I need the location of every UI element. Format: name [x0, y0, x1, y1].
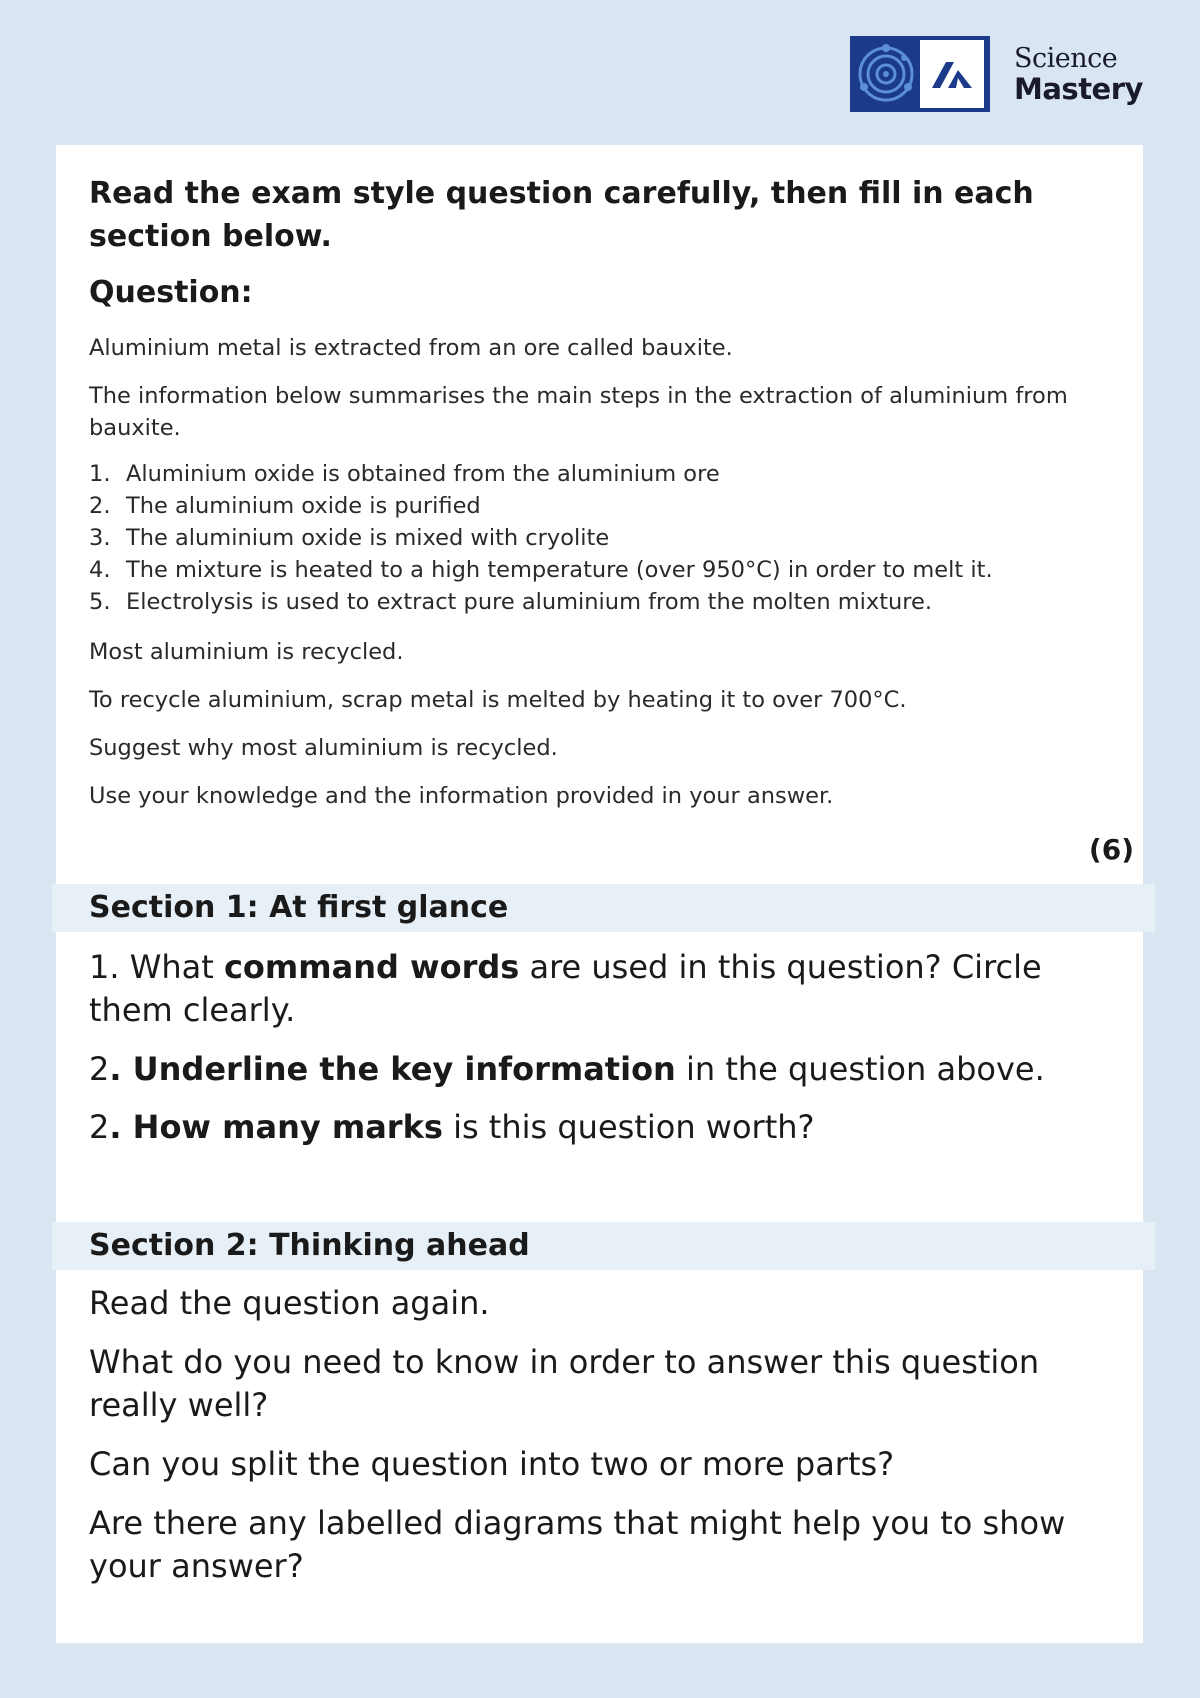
mountain-peak-icon: [920, 40, 984, 108]
logo-line-1: Science: [1014, 42, 1118, 74]
step-text: The aluminium oxide is mixed with cryolite: [126, 525, 610, 551]
need-to-know-prompt: What do you need to know in order to answer this question really well?: [89, 1343, 1040, 1424]
step-text: The aluminium oxide is purified: [126, 493, 481, 519]
list-item: [89, 458, 993, 490]
logo-badge: [850, 36, 990, 112]
section-1-header: [52, 884, 1155, 932]
logo-wordmark: [1014, 42, 1143, 106]
prompt-suffix: are used in this question? Circle them clearly.: [89, 948, 1042, 1029]
section-2-title: Section 2: Thinking ahead: [89, 1228, 530, 1263]
prompt-suffix: in the question above.: [675, 1050, 1045, 1088]
step-number: 2.: [89, 493, 111, 519]
read-again-prompt: Read the question again.: [89, 1284, 490, 1322]
atom-orbit-icon: [854, 40, 918, 108]
science-mastery-logo: [850, 36, 1143, 112]
prompt-prefix: 2: [89, 1050, 110, 1088]
instructions-heading: Read the exam style question carefully, then fill in each section below.: [89, 176, 1034, 254]
prompt-bold: . How many marks: [109, 1108, 443, 1146]
use-knowledge-instruction: Use your knowledge and the information provided in your answer.: [89, 783, 834, 809]
step-text: The mixture is heated to a high temperature (over 950°C) in order to melt it.: [126, 557, 993, 583]
prompt-bold: command words: [223, 948, 520, 986]
split-question-prompt: Can you split the question into two or more parts?: [89, 1445, 895, 1483]
diagrams-prompt: Are there any labelled diagrams that might help you to show your answer?: [89, 1504, 1066, 1585]
step-text: Aluminium oxide is obtained from the aluminium ore: [126, 461, 720, 487]
prompt-bold: . Underline the key information: [109, 1050, 676, 1088]
step-number: 1.: [89, 461, 111, 487]
step-text: Electrolysis is used to extract pure aluminium from the molten mixture.: [126, 589, 933, 615]
question-task: Suggest why most aluminium is recycled.: [89, 735, 558, 761]
recycled-statement: Most aluminium is recycled.: [89, 639, 404, 665]
key-information-prompt: [89, 1048, 1124, 1091]
list-item: [89, 554, 993, 586]
section-2-header: [52, 1222, 1155, 1270]
step-number: 5.: [89, 589, 111, 615]
command-words-prompt: [89, 946, 1124, 1032]
section-1-title: Section 1: At first glance: [89, 890, 509, 925]
question-intro: Aluminium metal is extracted from an ore called bauxite.: [89, 335, 733, 361]
prompt-prefix: 2: [89, 1108, 110, 1146]
question-heading: Question:: [89, 275, 253, 310]
list-item: [89, 586, 993, 618]
prompt-suffix: is this question worth?: [442, 1108, 815, 1146]
question-summary: The information below summarises the main steps in the extraction of aluminium from bauxite.: [89, 383, 1068, 441]
step-number: 3.: [89, 525, 111, 551]
marks-value: (6): [1088, 833, 1134, 866]
marks-worth-prompt: [89, 1106, 1124, 1149]
recycle-process-statement: To recycle aluminium, scrap metal is melted by heating it to over 700°C.: [89, 687, 907, 713]
logo-line-2: Mastery: [1014, 71, 1143, 106]
list-item: [89, 490, 993, 522]
prompt-prefix: 1. What: [89, 948, 224, 986]
step-number: 4.: [89, 557, 111, 583]
list-item: [89, 522, 993, 554]
extraction-steps-list: [89, 458, 993, 618]
